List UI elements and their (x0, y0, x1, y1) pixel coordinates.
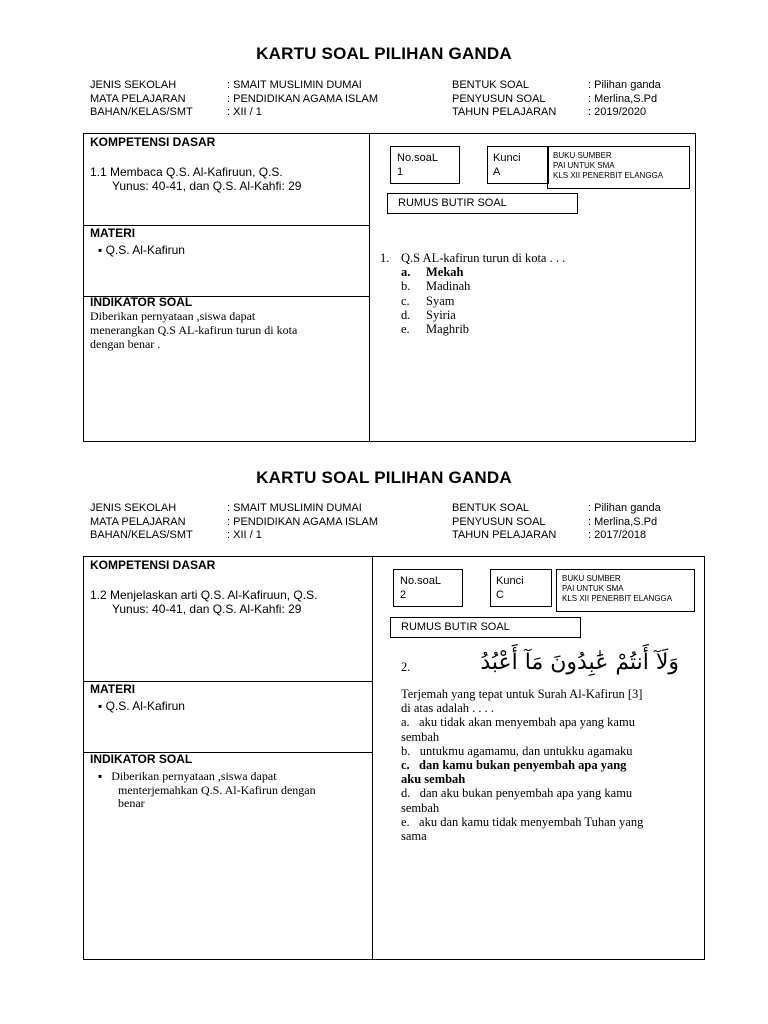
rumus-butir-soal-box: RUMUS BUTIR SOAL (390, 617, 581, 638)
no-soal-label: No.soaL (397, 152, 438, 164)
materi-list-item: ▪ Q.S. Al-Kafirun (98, 699, 185, 713)
buku-sumber-box: BUKU SUMBER PAI UNTUK SMA KLS XII PENERBIT ELANGGA (556, 569, 695, 612)
mata-pelajaran-value: : PENDIDIKAN AGAMA ISLAM (227, 515, 378, 528)
tahun-pelajaran-label: TAHUN PELAJARAN (452, 529, 557, 541)
mata-pelajaran-label: MATA PELAJARAN (90, 92, 186, 105)
materi-heading: MATERI (90, 226, 136, 240)
tahun-pelajaran-value: : 2019/2020 (588, 106, 647, 118)
buku-sumber-box: BUKU SUMBER PAI UNTUK SMA KLS XII PENERBIT ELANGGA (547, 146, 690, 189)
tahun-pelajaran-value: : 2017/2018 (588, 529, 647, 541)
card-2-meta-left (90, 502, 378, 543)
no-soal-box (393, 569, 463, 607)
bentuk-soal-label: BENTUK SOAL (452, 79, 530, 91)
bentuk-soal-value: : Pilihan ganda (588, 502, 661, 514)
penyusun-soal-value: : Merlina,S.Pd (588, 92, 658, 105)
bentuk-soal-value: : Pilihan ganda (588, 79, 661, 91)
indikator-section (90, 295, 365, 351)
kunci-value: C (496, 589, 504, 601)
kompetensi-line-1: 1.2 Menjelaskan arti Q.S. Al-Kafiruun, Q.S. (90, 588, 318, 602)
arabic-verse: وَلَآ أَنتُمْ عَٰبِدُونَ مَآ أَعْبُدُ (480, 650, 679, 675)
materi-section (90, 682, 368, 713)
bentuk-soal-label: BENTUK SOAL (452, 502, 530, 514)
no-soal-value: 1 (397, 166, 404, 178)
kompetensi-section (90, 135, 365, 193)
indikator-section (90, 752, 368, 811)
materi-list-item: ▪ Q.S. Al-Kafirun (98, 243, 185, 257)
indikator-heading: INDIKATOR SOAL (90, 295, 193, 309)
kompetensi-line-1: 1.1 Membaca Q.S. Al-Kafiruun, Q.S. (90, 165, 283, 179)
kunci-box (487, 146, 549, 184)
kunci-box (490, 569, 552, 607)
penyusun-soal-label: PENYUSUN SOAL (452, 92, 546, 105)
bahan-kelas-smt-value: : XII / 1 (227, 529, 262, 541)
no-soal-value: 2 (400, 589, 407, 601)
bahan-kelas-smt-label: BAHAN/KELAS/SMT (90, 529, 193, 541)
kompetensi-line-2: Yunus: 40-41, dan Q.S. Al-Kahfi: 29 (112, 602, 302, 616)
option-b: b. untukmu agamamu, dan untukku agamaku (401, 743, 633, 758)
card-1-meta-left (90, 79, 378, 120)
card-2-divider-vertical (372, 557, 373, 959)
options-list (380, 265, 680, 336)
card-2-title: KARTU SOAL PILIHAN GANDA (256, 468, 512, 487)
bahan-kelas-smt-label: BAHAN/KELAS/SMT (90, 106, 193, 118)
option-e: e. Maghrib (401, 322, 470, 337)
indikator-text: ▪ Diberikan pernyataan ,siswa dapat menterjemahkan Q.S. Al-Kafirun dengan benar (98, 769, 316, 810)
card-1-table (83, 133, 696, 442)
penyusun-soal-label: PENYUSUN SOAL (452, 515, 546, 528)
option-c: c. Syam (401, 293, 455, 308)
question-text: Q.S AL-kafirun turun di kota . . . (401, 251, 566, 265)
mata-pelajaran-label: MATA PELAJARAN (90, 515, 186, 528)
bullet-icon: ▪ (98, 243, 106, 257)
bahan-kelas-smt-value: : XII / 1 (227, 106, 262, 118)
kompetensi-line-2: Yunus: 40-41, dan Q.S. Al-Kahfi: 29 (112, 179, 302, 193)
option-c: c. dan kamu bukan penyembah apa yang aku sembah (401, 758, 627, 787)
jenis-sekolah-label: JENIS SEKOLAH (90, 79, 177, 91)
card-2-table (83, 556, 705, 960)
bullet-icon: ▪ (98, 769, 112, 783)
option-d: d. dan aku bukan penyembah apa yang kamu sembah (401, 786, 633, 815)
option-d: d. Syiria (401, 307, 456, 322)
option-a: a. Mekah (401, 265, 464, 280)
card-1-title: KARTU SOAL PILIHAN GANDA (256, 44, 512, 63)
question-2 (401, 647, 701, 843)
option-a: a. aku tidak akan menyembah apa yang kamu sembah (401, 715, 635, 744)
kunci-value: A (493, 166, 501, 178)
no-soal-label: No.soaL (400, 575, 441, 587)
indikator-text: Diberikan pernyataan ,siswa dapat menerangkan Q.S AL-kafirun turun di kota dengan benar . (90, 309, 298, 351)
kunci-label: Kunci (493, 152, 521, 164)
rumus-butir-soal-box: RUMUS BUTIR SOAL (387, 193, 578, 214)
indikator-heading: INDIKATOR SOAL (90, 752, 193, 766)
jenis-sekolah-value: : SMAIT MUSLIMIN DUMAI (227, 79, 362, 91)
jenis-sekolah-value: : SMAIT MUSLIMIN DUMAI (227, 502, 362, 514)
penyusun-soal-value: : Merlina,S.Pd (588, 515, 658, 528)
question-number: 1. (380, 251, 390, 265)
bullet-icon: ▪ (98, 699, 106, 713)
option-e: e. aku dan kamu tidak menyembah Tuhan yang sama (401, 814, 644, 844)
question-number: 2. (401, 660, 411, 674)
question-1 (380, 251, 680, 336)
materi-section (90, 226, 365, 257)
mata-pelajaran-value: : PENDIDIKAN AGAMA ISLAM (227, 92, 378, 105)
kunci-label: Kunci (496, 575, 524, 587)
kompetensi-heading: KOMPETENSI DASAR (90, 135, 216, 149)
kompetensi-heading: KOMPETENSI DASAR (90, 558, 216, 572)
card-1-divider-vertical (369, 134, 370, 441)
no-soal-box (390, 146, 460, 184)
card-2-meta-right (452, 502, 661, 543)
jenis-sekolah-label: JENIS SEKOLAH (90, 502, 177, 514)
option-b: b. Madinah (401, 279, 471, 294)
kompetensi-section (90, 558, 368, 616)
card-1-meta-right (452, 79, 661, 120)
options-list (401, 715, 701, 843)
question-text: Terjemah yang tepat untuk Surah Al-Kafirun [3] di atas adalah . . . . (401, 687, 643, 716)
materi-heading: MATERI (90, 682, 136, 696)
tahun-pelajaran-label: TAHUN PELAJARAN (452, 106, 557, 118)
